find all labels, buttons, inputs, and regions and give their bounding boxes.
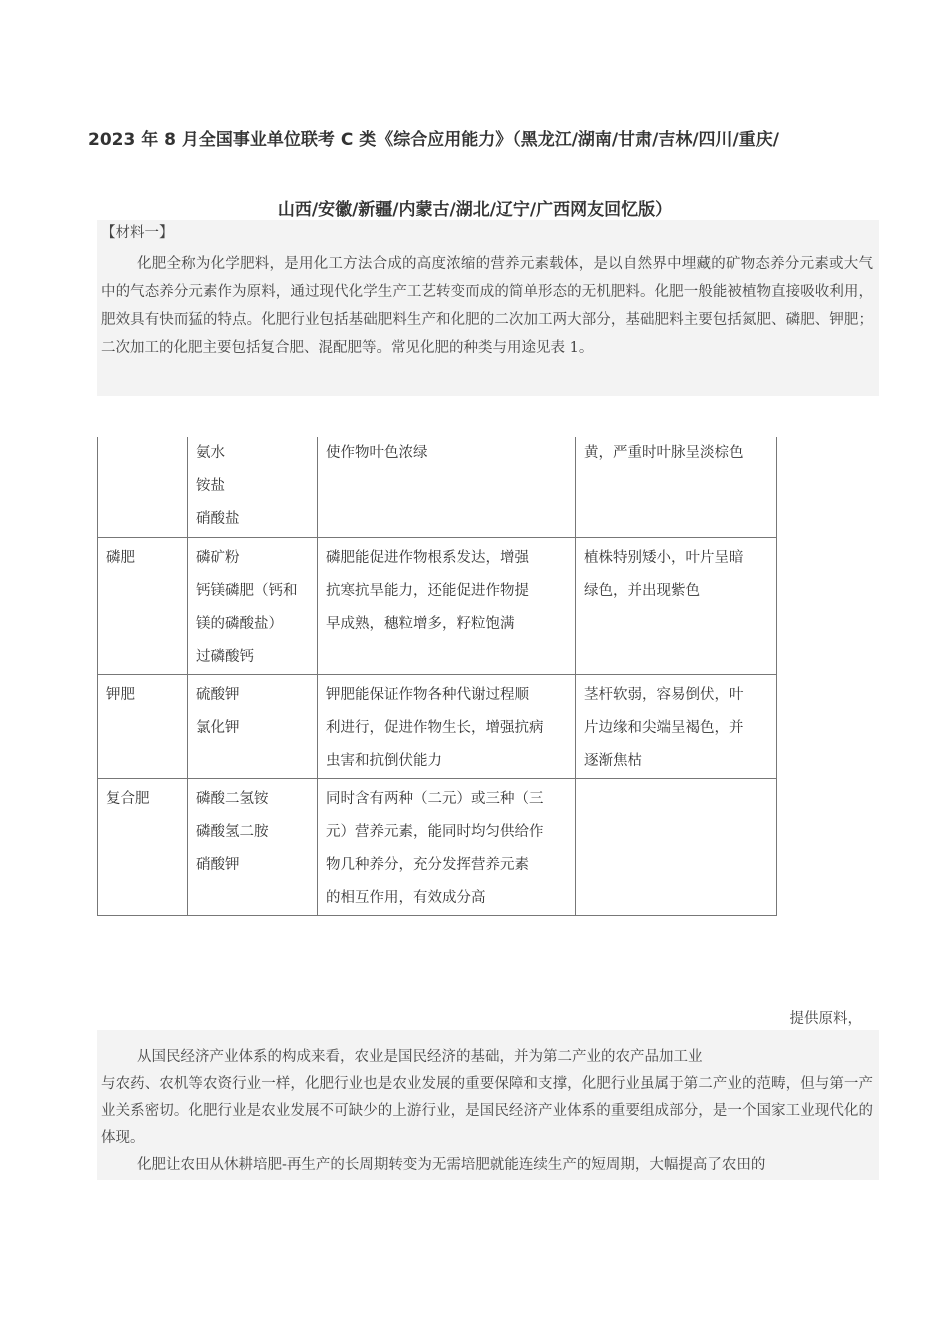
material-two-paragraph-2: 化肥让农田从休耕培肥-再生产的长周期转变为无需培肥就能连续生产的短周期，大幅提高了农田的 xyxy=(137,1157,766,1173)
table-cell-type xyxy=(98,674,188,778)
table-cell-deficiency xyxy=(576,537,777,674)
cell-line: 片边缘和尖端呈褐色，并 xyxy=(584,719,744,736)
cell-line: 钾肥能保证作物各种代谢过程顺 xyxy=(326,686,529,703)
cell-line: 抗寒抗旱能力，还能促进作物提 xyxy=(326,582,529,599)
cell-line: 钙镁磷肥（钙和 xyxy=(196,582,298,599)
table-cell-examples xyxy=(188,437,318,537)
table-cell-examples xyxy=(188,778,318,915)
cell-line: 绿色，并出现紫色 xyxy=(584,582,700,599)
material-one-label: 【材料一】 xyxy=(101,225,174,241)
document-title-line2: 山西/安徽/新疆/内蒙古/湖北/辽宁/广西网友回忆版） xyxy=(277,200,673,220)
cell-line: 硝酸钾 xyxy=(196,856,240,873)
fertilizer-type: 复合肥 xyxy=(106,790,150,807)
table-cell-deficiency xyxy=(576,437,777,537)
cell-line: 磷酸二氢铵 xyxy=(196,790,269,807)
fertilizer-table xyxy=(97,437,777,916)
table-row xyxy=(98,437,777,537)
cell-line: 镁的磷酸盐） xyxy=(196,615,283,632)
table-row xyxy=(98,778,777,915)
table-cell-examples xyxy=(188,537,318,674)
cell-line: 虫害和抗倒伏能力 xyxy=(326,752,442,769)
cell-line: 的相互作用，有效成分高 xyxy=(326,889,486,906)
table-cell-type xyxy=(98,778,188,915)
table-cell-examples xyxy=(188,674,318,778)
cell-line: 同时含有两种（二元）或三种（三 xyxy=(326,790,544,807)
table-row xyxy=(98,537,777,674)
cell-line: 使作物叶色浓绿 xyxy=(326,445,428,461)
cell-line: 磷酸氢二胺 xyxy=(196,823,269,840)
table-cell-function xyxy=(318,537,576,674)
cell-line: 硫酸钾 xyxy=(196,686,240,703)
cell-line: 氨水 xyxy=(196,445,225,461)
cell-line: 利进行，促进作物生长，增强抗病 xyxy=(326,719,544,736)
material-two-panel xyxy=(97,1030,879,1180)
cell-line: 茎杆软弱，容易倒伏，叶 xyxy=(584,686,744,703)
cell-line: 磷肥能促进作物根系发达，增强 xyxy=(326,549,529,566)
table-cell-deficiency xyxy=(576,674,777,778)
provided-text: 提供原料， xyxy=(789,1011,862,1027)
fertilizer-table-image xyxy=(97,437,776,906)
table-cell-deficiency xyxy=(576,778,777,915)
cell-line: 磷矿粉 xyxy=(196,549,240,566)
material-one-panel xyxy=(97,220,879,396)
table-cell-function xyxy=(318,778,576,915)
table-cell-function xyxy=(318,437,576,537)
table-row xyxy=(98,674,777,778)
table-cell-type xyxy=(98,537,188,674)
table-cell-function xyxy=(318,674,576,778)
material-one-paragraph: 化肥全称为化学肥料，是用化工方法合成的高度浓缩的营养元素载体，是以自然界中埋藏的矿物态养分元素或大气中的气态养分元素作为原料，通过现代化学生产工艺转变而成的简单形态的无机肥料。化肥一般能被植物直接吸收利用，肥效具有快而猛的特点。化肥行业包括基础肥料生产和化肥的二次加工两大部分，基础肥料主要包括氮肥、磷肥、钾肥；二次加工的化肥主要包括复合肥、混配肥等。常见化肥的种类与用途见表 1。 xyxy=(101,256,873,356)
cell-line: 氯化钾 xyxy=(196,719,240,736)
table-cell-type xyxy=(98,437,188,537)
cell-line: 元）营养元素，能同时均匀供给作 xyxy=(326,823,544,840)
cell-line: 硝酸盐 xyxy=(196,511,240,527)
material-two-paragraph-1-line1: 从国民经济产业体系的构成来看，农业是国民经济的基础，并为第二产业的农产品加工业 xyxy=(137,1049,703,1065)
material-two-paragraph-1-rest: 与农药、农机等农资行业一样，化肥行业也是农业发展的重要保障和支撑，化肥行业虽属于第二产业的范畴，但与第一产业关系密切。化肥行业是农业发展不可缺少的上游行业，是国民经济产业体系的重要组成部分，是一个国家工业现代化的体现。 xyxy=(101,1076,873,1146)
cell-line: 黄，严重时叶脉呈淡棕色 xyxy=(584,445,744,461)
cell-line: 铵盐 xyxy=(196,478,225,494)
cell-line: 物几种养分，充分发挥营养元素 xyxy=(326,856,529,873)
cell-line: 过磷酸钙 xyxy=(196,648,254,665)
fertilizer-type: 磷肥 xyxy=(106,549,135,566)
cell-line: 早成熟，穗粒增多，籽粒饱满 xyxy=(326,615,515,632)
cell-line: 植株特别矮小，叶片呈暗 xyxy=(584,549,744,566)
fertilizer-type: 钾肥 xyxy=(106,686,135,703)
cell-line: 逐渐焦枯 xyxy=(584,752,642,769)
document-title-line1: 2023 年 8 月全国事业单位联考 C 类《综合应用能力》（黑龙江/湖南/甘肃/吉林/四川/重庆/ xyxy=(88,130,779,150)
